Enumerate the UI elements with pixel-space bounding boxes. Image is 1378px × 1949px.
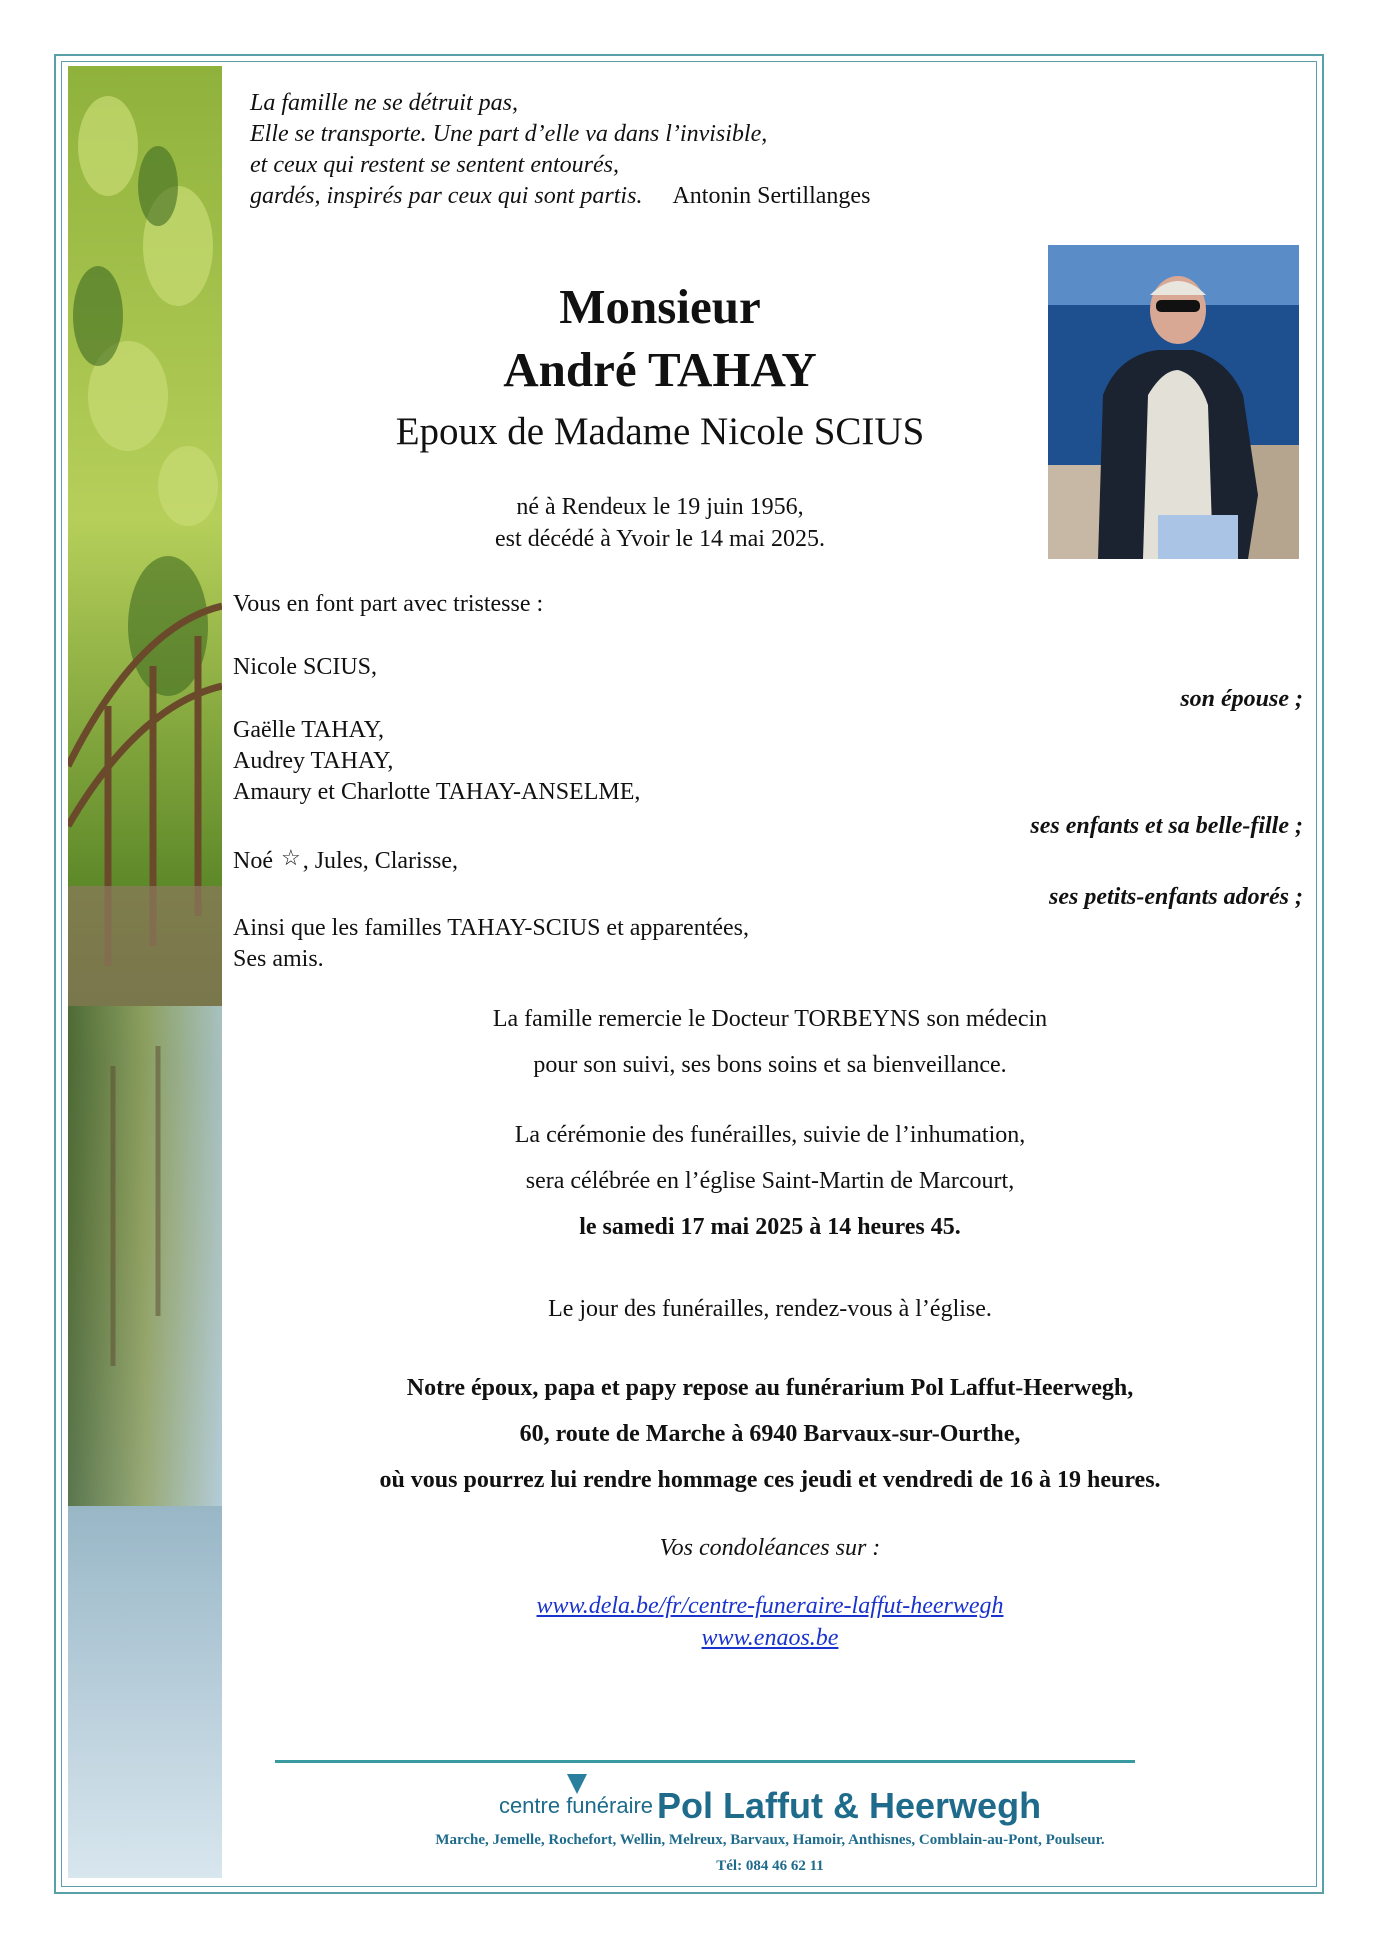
repose-line: 60, route de Marche à 6940 Barvaux-sur-Ourthe, <box>519 1421 1021 1447</box>
brand-name: Pol Laffut & Heerwegh <box>657 1785 1042 1826</box>
families-line: Ainsi que les familles TAHAY-SCIUS et apparentées, <box>233 915 749 941</box>
condolences-label: Vos condoléances sur : <box>659 1535 881 1561</box>
footer-towns: Marche, Jemelle, Rochefort, Wellin, Melreux, Barvaux, Hamoir, Anthisnes, Comblain-au-Pont, Poulseur. <box>435 1832 1105 1848</box>
brand-small-text: centre funéraire <box>498 1793 654 1818</box>
meeting-line: Le jour des funérailles, rendez-vous à l’église. <box>548 1296 992 1322</box>
child-name: Amaury et Charlotte TAHAY-ANSELME, <box>233 779 641 805</box>
footer-divider <box>275 1760 1135 1763</box>
children-role: ses enfants et sa belle-fille ; <box>1030 813 1303 839</box>
families-block <box>233 913 749 975</box>
ceremony-line: sera célébrée en l’église Saint-Martin de Marcourt, <box>525 1168 1015 1194</box>
birth-death-info <box>230 491 1090 555</box>
side-nature-image <box>68 66 222 1878</box>
announcement-intro: Vous en font part avec tristesse : <box>233 591 544 617</box>
dela-link[interactable]: www.dela.be/fr/centre-funeraire-laffut-heerwegh <box>536 1593 1004 1619</box>
quote-line: Elle se transporte. Une part d’elle va dans l’invisible, <box>250 121 768 147</box>
funeral-home-brand <box>230 1785 1310 1827</box>
thanks-line: La famille remercie le Docteur TORBEYNS son médecin <box>492 1006 1048 1032</box>
footer-phone: Tél: 084 46 62 11 <box>716 1858 824 1874</box>
quote-line: La famille ne se détruit pas, <box>250 90 518 116</box>
grandchildren-rest: , Jules, Clarisse, <box>302 848 459 874</box>
repose-line: Notre époux, papa et papy repose au funérarium Pol Laffut-Heerwegh, <box>406 1375 1134 1401</box>
grandchild-first: Noé <box>233 848 273 874</box>
birth-line: né à Rendeux le 19 juin 1956, <box>516 494 804 520</box>
thanks-line: pour son suivi, ses bons soins et sa bienveillance. <box>533 1052 1007 1078</box>
quote-line-last <box>250 181 870 212</box>
repose-block <box>230 1365 1310 1503</box>
enaos-link[interactable]: www.enaos.be <box>701 1625 839 1651</box>
quote-author: Antonin Sertillanges <box>672 183 871 209</box>
children-list <box>233 715 640 808</box>
ceremony-date: le samedi 17 mai 2025 à 14 heures 45. <box>579 1214 961 1240</box>
condolences-links <box>230 1590 1310 1654</box>
ceremony-block <box>230 1112 1310 1250</box>
child-name: Audrey TAHAY, <box>233 748 394 774</box>
repose-line: où vous pourrez lui rendre hommage ces jeudi et vendredi de 16 à 19 heures. <box>379 1467 1161 1493</box>
opening-quote <box>250 88 870 212</box>
spouse-role: son épouse ; <box>1180 686 1303 712</box>
quote-line: et ceux qui restent se sentent entourés, <box>250 152 619 178</box>
grandchildren-line <box>233 846 458 877</box>
spouse-line: Epoux de Madame Nicole SCIUS <box>395 410 925 453</box>
thanks-block <box>230 996 1310 1088</box>
child-name: Gaëlle TAHAY, <box>233 717 384 743</box>
salutation: Monsieur <box>559 279 761 334</box>
star-icon: ☆ <box>280 845 301 870</box>
quote-line: gardés, inspirés par ceux qui sont partis. <box>250 183 643 209</box>
deceased-name: André TAHAY <box>503 342 817 397</box>
death-line: est décédé à Yvoir le 14 mai 2025. <box>495 526 825 552</box>
spouse-name: Nicole SCIUS, <box>233 654 377 680</box>
grandchildren-role: ses petits-enfants adorés ; <box>1049 884 1303 910</box>
ceremony-line: La cérémonie des funérailles, suivie de l’inhumation, <box>514 1122 1026 1148</box>
friends-line: Ses amis. <box>233 946 324 972</box>
